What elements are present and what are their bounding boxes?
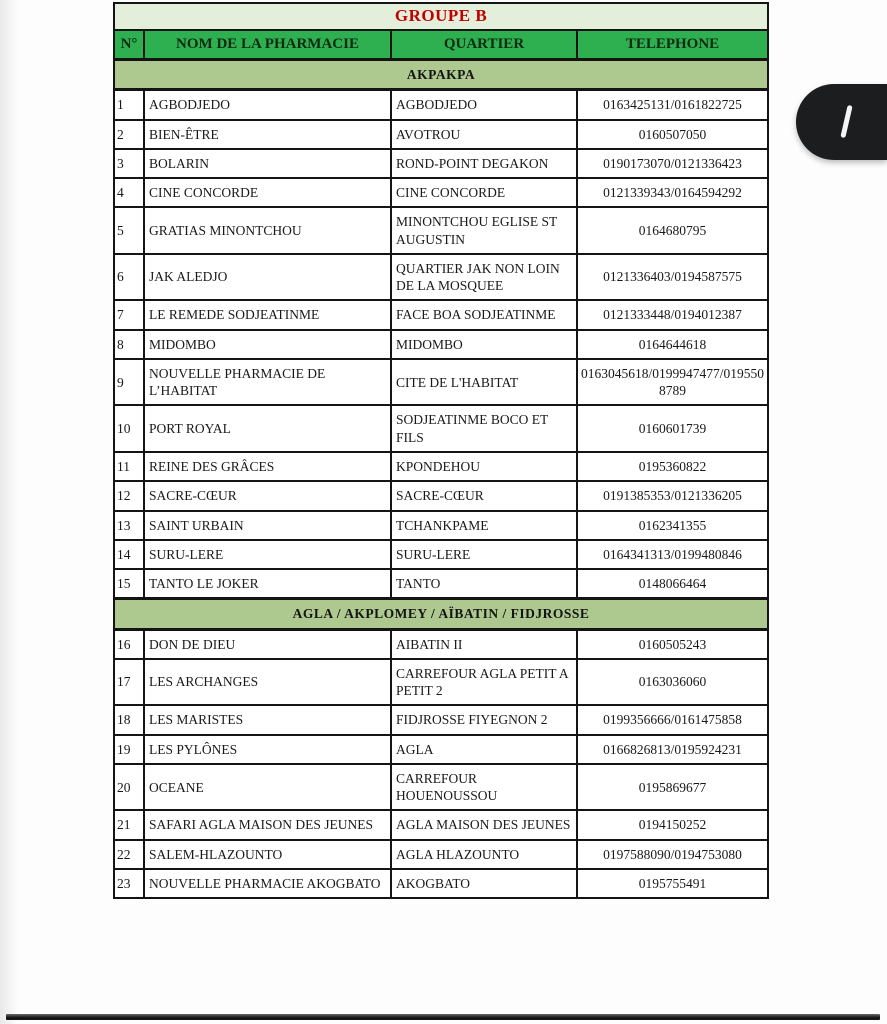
page-title: GROUPE B: [114, 3, 768, 30]
cell-phone: 0162341355: [577, 511, 768, 540]
cell-num: 11: [114, 452, 144, 481]
cell-phone: 0163045618/0199947477/0195508789: [577, 359, 768, 406]
table-row: [114, 149, 768, 178]
cell-phone: 0121333448/0194012387: [577, 300, 768, 329]
table-row: [114, 764, 768, 811]
cell-quartier: CARREFOUR AGLA PETIT A PETIT 2: [391, 659, 577, 706]
cell-num: 4: [114, 178, 144, 207]
cell-quartier: SODJEATINME BOCO ET FILS: [391, 405, 577, 452]
cell-phone: 0164644618: [577, 330, 768, 359]
table-row: [114, 840, 768, 869]
cell-phone: 0190173070/0121336423: [577, 149, 768, 178]
page-left-shadow: [0, 0, 18, 1024]
cell-quartier: KPONDEHOU: [391, 452, 577, 481]
cell-num: 10: [114, 405, 144, 452]
table-row: [114, 705, 768, 734]
table-row: [114, 300, 768, 329]
cell-name: SURU-LERE: [144, 540, 391, 569]
cell-quartier: AKOGBATO: [391, 869, 577, 898]
table-row: [114, 511, 768, 540]
section-title: AGLA / AKPLOMEY / AÏBATIN / FIDJROSSE: [114, 599, 768, 629]
table-row: [114, 629, 768, 659]
cell-phone: 0166826813/0195924231: [577, 735, 768, 764]
cell-name: LES PYLÔNES: [144, 735, 391, 764]
table-row: [114, 90, 768, 120]
title-row: [114, 3, 768, 30]
cell-quartier: SURU-LERE: [391, 540, 577, 569]
cell-quartier: AGBODJEDO: [391, 90, 577, 120]
cell-name: LES MARISTES: [144, 705, 391, 734]
cell-quartier: SACRE-CŒUR: [391, 481, 577, 510]
cell-quartier: TANTO: [391, 569, 577, 599]
column-header-quartier: QUARTIER: [391, 30, 577, 60]
cell-phone: 0148066464: [577, 569, 768, 599]
cell-num: 20: [114, 764, 144, 811]
cell-name: DON DE DIEU: [144, 629, 391, 659]
cell-quartier: MIDOMBO: [391, 330, 577, 359]
cell-phone: 0194150252: [577, 810, 768, 839]
cell-quartier: CINE CONCORDE: [391, 178, 577, 207]
cell-num: 15: [114, 569, 144, 599]
cell-quartier: FACE BOA SODJEATINME: [391, 300, 577, 329]
cell-quartier: AGLA: [391, 735, 577, 764]
cell-num: 22: [114, 840, 144, 869]
cell-phone: 0164680795: [577, 207, 768, 254]
table-row: [114, 254, 768, 301]
pharmacy-table: [113, 2, 769, 899]
cell-num: 17: [114, 659, 144, 706]
cell-name: NOUVELLE PHARMACIE DE L’HABITAT: [144, 359, 391, 406]
table-row: [114, 540, 768, 569]
cell-quartier: AGLA HLAZOUNTO: [391, 840, 577, 869]
cell-num: 9: [114, 359, 144, 406]
cell-name: PORT ROYAL: [144, 405, 391, 452]
cell-num: 2: [114, 120, 144, 149]
cell-phone: 0191385353/0121336205: [577, 481, 768, 510]
cell-phone: 0197588090/0194753080: [577, 840, 768, 869]
page-scroll-handle[interactable]: [796, 84, 887, 160]
cell-num: 16: [114, 629, 144, 659]
cell-phone: 0163036060: [577, 659, 768, 706]
cell-quartier: ROND-POINT DEGAKON: [391, 149, 577, 178]
cell-name: SALEM-HLAZOUNTO: [144, 840, 391, 869]
section-title: AKPAKPA: [114, 60, 768, 90]
cell-num: 23: [114, 869, 144, 898]
cell-phone: 0199356666/0161475858: [577, 705, 768, 734]
cell-phone: 0121339343/0164594292: [577, 178, 768, 207]
column-header-phone: TELEPHONE: [577, 30, 768, 60]
table-row: [114, 452, 768, 481]
cell-num: 3: [114, 149, 144, 178]
cell-num: 6: [114, 254, 144, 301]
cell-name: SAINT URBAIN: [144, 511, 391, 540]
cell-quartier: TCHANKPAME: [391, 511, 577, 540]
column-header-row: [114, 30, 768, 60]
cell-num: 21: [114, 810, 144, 839]
cell-phone: 0163425131/0161822725: [577, 90, 768, 120]
cell-num: 1: [114, 90, 144, 120]
cell-name: BIEN-ÊTRE: [144, 120, 391, 149]
cell-name: SAFARI AGLA MAISON DES JEUNES: [144, 810, 391, 839]
cell-num: 12: [114, 481, 144, 510]
cell-phone: 0121336403/0194587575: [577, 254, 768, 301]
cell-phone: 0164341313/0199480846: [577, 540, 768, 569]
cell-phone: 0160601739: [577, 405, 768, 452]
cell-name: NOUVELLE PHARMACIE AKOGBATO: [144, 869, 391, 898]
cell-quartier: AGLA MAISON DES JEUNES: [391, 810, 577, 839]
table-row: [114, 178, 768, 207]
table-row: [114, 735, 768, 764]
cell-num: 8: [114, 330, 144, 359]
table-row: [114, 869, 768, 898]
table-body: [114, 60, 768, 899]
table-row: [114, 207, 768, 254]
table-row: [114, 659, 768, 706]
cell-name: SACRE-CŒUR: [144, 481, 391, 510]
slash-icon: [840, 105, 852, 138]
table-row: [114, 359, 768, 406]
table-row: [114, 120, 768, 149]
cell-num: 18: [114, 705, 144, 734]
cell-name: AGBODJEDO: [144, 90, 391, 120]
cell-name: GRATIAS MINONTCHOU: [144, 207, 391, 254]
table-row: [114, 810, 768, 839]
cell-num: 19: [114, 735, 144, 764]
cell-phone: 0195360822: [577, 452, 768, 481]
cell-quartier: MINONTCHOU EGLISE ST AUGUSTIN: [391, 207, 577, 254]
cell-num: 14: [114, 540, 144, 569]
table-row: [114, 569, 768, 599]
next-page-edge: [6, 1014, 880, 1020]
table-row: [114, 330, 768, 359]
cell-phone: 0160507050: [577, 120, 768, 149]
cell-name: LE REMEDE SODJEATINME: [144, 300, 391, 329]
section-header-row: [114, 599, 768, 629]
table-row: [114, 405, 768, 452]
cell-phone: 0195755491: [577, 869, 768, 898]
cell-quartier: CITE DE L'HABITAT: [391, 359, 577, 406]
cell-name: BOLARIN: [144, 149, 391, 178]
cell-name: MIDOMBO: [144, 330, 391, 359]
cell-num: 13: [114, 511, 144, 540]
cell-quartier: FIDJROSSE FIYEGNON 2: [391, 705, 577, 734]
cell-name: LES ARCHANGES: [144, 659, 391, 706]
cell-phone: 0195869677: [577, 764, 768, 811]
cell-name: JAK ALEDJO: [144, 254, 391, 301]
cell-name: CINE CONCORDE: [144, 178, 391, 207]
cell-name: TANTO LE JOKER: [144, 569, 391, 599]
cell-quartier: AIBATIN II: [391, 629, 577, 659]
cell-num: 5: [114, 207, 144, 254]
cell-phone: 0160505243: [577, 629, 768, 659]
cell-name: REINE DES GRÂCES: [144, 452, 391, 481]
table-row: [114, 481, 768, 510]
cell-quartier: AVOTROU: [391, 120, 577, 149]
column-header-num: N°: [114, 30, 144, 60]
column-header-name: NOM DE LA PHARMACIE: [144, 30, 391, 60]
cell-quartier: CARREFOUR HOUENOUSSOU: [391, 764, 577, 811]
cell-quartier: QUARTIER JAK NON LOIN DE LA MOSQUEE: [391, 254, 577, 301]
cell-name: OCEANE: [144, 764, 391, 811]
section-header-row: [114, 60, 768, 90]
cell-num: 7: [114, 300, 144, 329]
